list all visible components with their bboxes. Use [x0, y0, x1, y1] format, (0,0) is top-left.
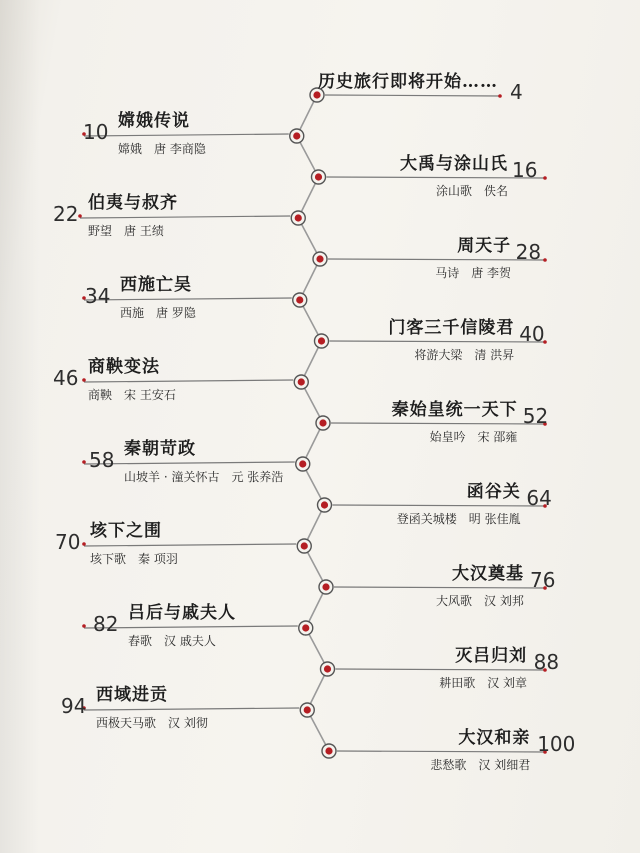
entry-title[interactable]: 秦始皇统一天下 [391, 400, 518, 420]
entry-title[interactable]: 函谷关 [466, 482, 521, 502]
entry-page-number[interactable]: 100 [537, 732, 576, 756]
entry-poem-credit: 嫦娥 唐 李商隐 [118, 142, 206, 156]
entry-connector-line [336, 669, 546, 670]
entry-end-dot [82, 542, 86, 546]
entry-connector-line [330, 341, 546, 342]
entry-page-number[interactable]: 58 [89, 448, 115, 472]
entry-title[interactable]: 大汉和亲 [458, 728, 531, 748]
entry-connector-line [84, 708, 299, 710]
entry-page-number[interactable]: 28 [515, 240, 542, 264]
timeline-node-dot [293, 132, 300, 139]
entry-poem-credit: 舂歌 汉 戚夫人 [128, 634, 216, 648]
entry-page-number[interactable]: 70 [55, 530, 81, 554]
entry-poem-credit: 耕田歌 汉 刘章 [439, 676, 528, 690]
entry-poem-credit: 山坡羊 · 潼关怀古 元 张养浩 [124, 470, 284, 484]
entry-page-number[interactable]: 4 [510, 80, 523, 104]
entry-page-number[interactable]: 40 [519, 322, 545, 346]
entry-connector-line [337, 751, 545, 752]
entry-connector-line [333, 505, 546, 506]
entry-end-dot [82, 460, 86, 464]
entry-title[interactable]: 西域进贡 [96, 685, 168, 705]
entry-poem-credit: 西施 唐 罗隐 [120, 306, 196, 320]
timeline-node-dot [304, 706, 311, 713]
entry-title[interactable]: 西施亡吴 [120, 275, 192, 295]
entry-poem-credit: 野望 唐 王绩 [88, 224, 164, 238]
entry-poem-credit: 大风歌 汉 刘邦 [436, 594, 524, 608]
entry-connector-line [84, 134, 289, 136]
entry-end-dot [543, 258, 547, 262]
timeline-node-dot [295, 214, 302, 221]
entry-page-number[interactable]: 34 [85, 284, 111, 308]
entry-poem-credit: 马诗 唐 李贺 [435, 266, 512, 280]
timeline-node-dot [296, 296, 303, 303]
entry-page-number[interactable]: 46 [53, 366, 79, 390]
entry-page-number[interactable]: 76 [530, 568, 556, 592]
entry-title[interactable]: 门客三千信陵君 [388, 318, 515, 338]
entry-end-dot [543, 176, 547, 180]
entry-connector-line [84, 462, 295, 464]
entry-poem-credit: 商鞅 宋 王安石 [88, 388, 176, 402]
timeline-node-dot [313, 91, 320, 98]
entry-connector-line [334, 587, 545, 588]
timeline-node-dot [318, 337, 325, 344]
entry-title[interactable]: 伯夷与叔齐 [88, 193, 178, 213]
entry-page-number[interactable]: 10 [83, 120, 109, 144]
entry-poem-credit: 悲愁歌 汉 刘细君 [430, 758, 531, 772]
entry-page-number[interactable]: 16 [512, 158, 538, 182]
entry-connector-line [80, 216, 290, 218]
entry-poem-credit: 将游大梁 清 洪昇 [414, 348, 515, 362]
entry-title[interactable]: 垓下之围 [90, 521, 162, 541]
entry-title[interactable]: 吕后与戚夫人 [128, 603, 236, 623]
entry-poem-credit: 垓下歌 秦 项羽 [90, 552, 178, 566]
entry-end-dot [82, 378, 86, 382]
timeline-node-dot [315, 173, 322, 180]
entry-poem-credit: 西极天马歌 汉 刘彻 [96, 716, 208, 730]
entry-end-dot [78, 214, 82, 218]
entry-title[interactable]: 大禹与涂山氏 [400, 154, 508, 174]
entry-poem-credit: 始皇吟 宋 邵雍 [429, 430, 518, 444]
entry-title[interactable]: 商鞅变法 [88, 357, 160, 377]
entry-connector-line [84, 380, 293, 382]
entry-title[interactable]: 嫦娥传说 [118, 111, 190, 131]
entry-poem-credit: 登函关城楼 明 张佳胤 [396, 512, 521, 526]
entry-end-dot [82, 624, 86, 628]
entry-title[interactable]: 秦朝苛政 [124, 439, 196, 459]
entry-connector-line [328, 259, 545, 260]
entry-page-number[interactable]: 82 [93, 612, 119, 636]
timeline-node-dot [298, 378, 305, 385]
timeline-node-dot [302, 624, 309, 631]
entry-connector-line [84, 298, 292, 300]
timeline-node-dot [316, 255, 323, 262]
timeline-node-dot [324, 665, 331, 672]
entry-page-number[interactable]: 22 [53, 202, 79, 226]
entry-poem-credit: 涂山歌 佚名 [436, 184, 509, 198]
timeline-node-dot [325, 747, 332, 754]
entry-page-number[interactable]: 88 [533, 650, 560, 674]
timeline-node-dot [319, 419, 326, 426]
entry-connector-line [325, 95, 500, 96]
entry-page-number[interactable]: 64 [526, 486, 552, 510]
entry-end-dot [498, 94, 502, 98]
timeline-node-dot [299, 460, 306, 467]
entry-title[interactable]: 大汉奠基 [452, 564, 524, 584]
timeline-node-dot [322, 583, 329, 590]
entry-page-number[interactable]: 94 [61, 694, 87, 718]
entry-title[interactable]: 周天子 [457, 236, 512, 256]
entry-title[interactable]: 灭吕归刘 [455, 646, 528, 666]
entry-connector-line [331, 423, 545, 424]
entry-page-number[interactable]: 52 [522, 404, 549, 428]
entry-connector-line [84, 544, 296, 546]
timeline-node-dot [301, 542, 308, 549]
timeline-node-dot [321, 501, 328, 508]
entry-title[interactable]: 历史旅行即将开始…… [318, 72, 498, 92]
